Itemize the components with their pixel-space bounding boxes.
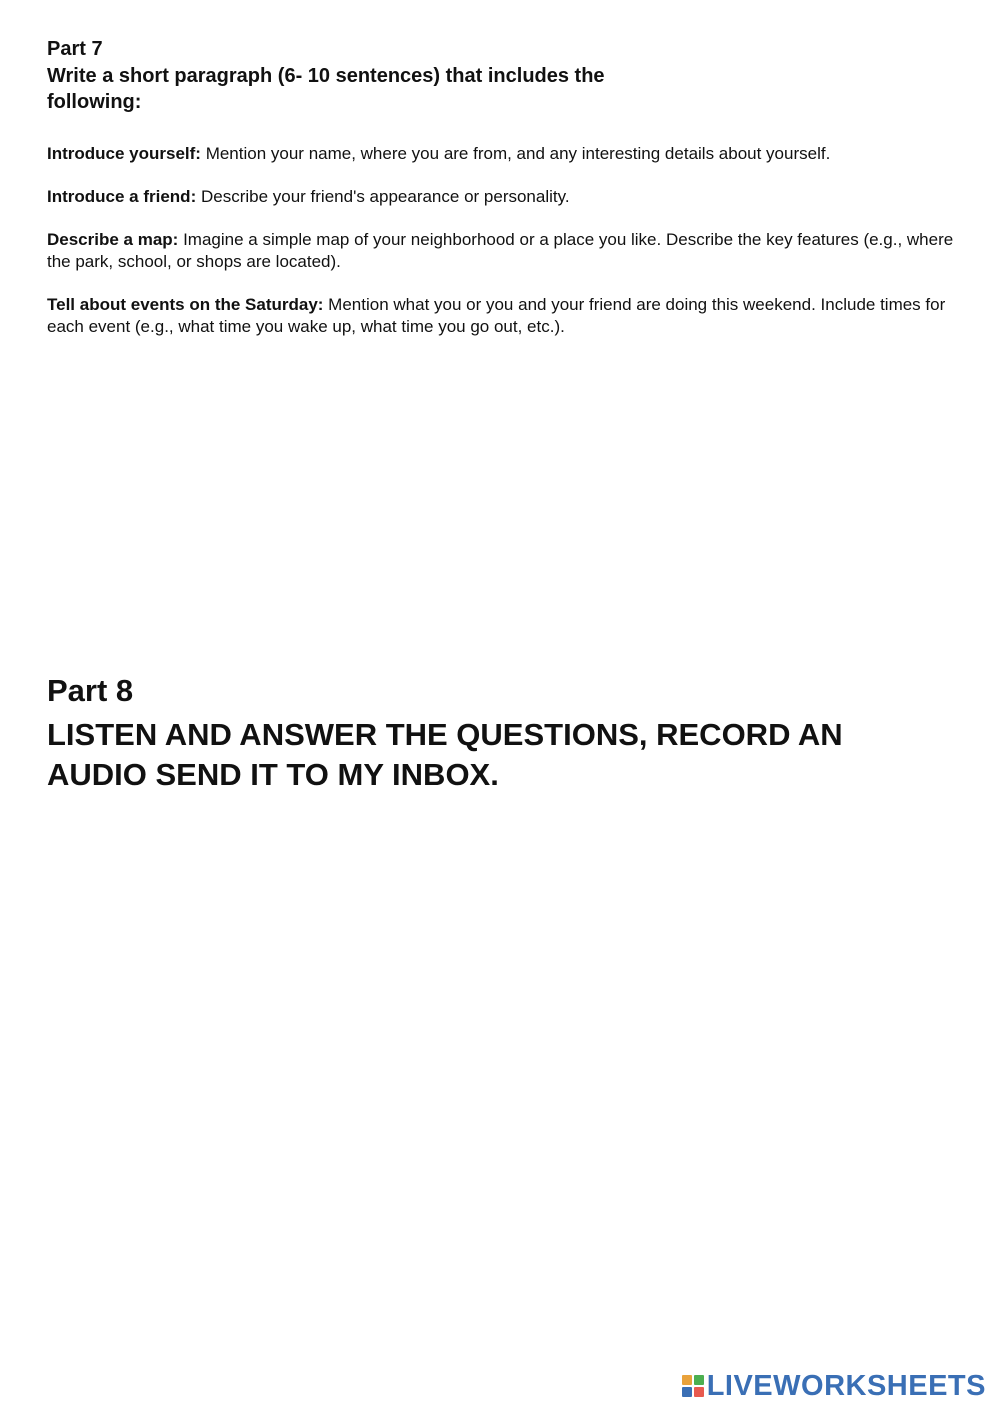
task-text: Describe your friend's appearance or personality. [196, 187, 570, 206]
logo-text: LIVEWORKSHEETS [706, 1370, 986, 1402]
part-8-section [47, 671, 947, 795]
logo-mark-cell [682, 1375, 692, 1385]
logo-mark-cell [682, 1387, 692, 1397]
task-text: Mention what you or you and your friend are doing this weekend. Include times for each event (e.g., what time you wake up, what time you go out, etc.). [47, 295, 946, 336]
part-7-instruction: Write a short paragraph (6- 10 sentences) that includes the following: [47, 65, 605, 113]
task-lead: Tell about events on the Saturday: [47, 295, 324, 314]
task-text: Mention your name, where you are from, and any interesting details about yourself. [200, 144, 831, 163]
logo-mark-cell [694, 1387, 704, 1397]
task-lead: Introduce a friend: [47, 187, 197, 206]
task-lead: Describe a map: [47, 230, 179, 249]
task-saturday-events [47, 294, 967, 338]
task-text: Imagine a simple map of your neighborhood or a place you like. Describe the key features (e.g., where the park, school, or shops are located). [47, 230, 954, 271]
part-7-section [47, 36, 967, 338]
part-7-heading: Part 7 [47, 38, 103, 60]
liveworksheets-logo [682, 1370, 986, 1402]
task-lead: Introduce yourself: [47, 144, 201, 163]
task-introduce-yourself [47, 143, 967, 165]
part-8-instruction: LISTEN AND ANSWER THE QUESTIONS, RECORD AN AUDIO SEND IT TO MY INBOX. [47, 717, 843, 792]
logo-mark-cell [694, 1375, 704, 1385]
task-describe-map [47, 229, 967, 273]
logo-mark-icon [682, 1375, 704, 1397]
task-introduce-friend [47, 186, 967, 208]
part-8-heading: Part 8 [47, 673, 134, 708]
